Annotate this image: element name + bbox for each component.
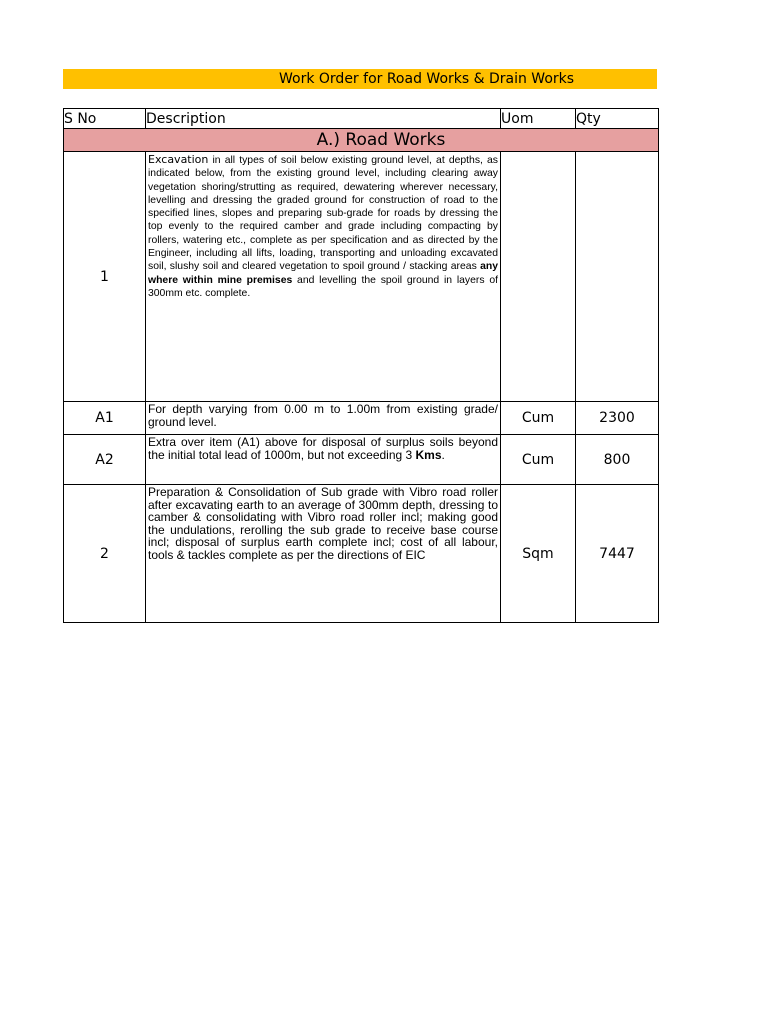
section-title-cell	[64, 129, 659, 152]
qty-cell: 2300	[576, 402, 659, 435]
page-title: Work Order for Road Works & Drain Works	[279, 71, 575, 87]
uom-cell: Cum	[501, 402, 576, 435]
header-uom: Uom	[501, 109, 576, 129]
header-description: Description	[146, 109, 501, 129]
table-row	[64, 485, 659, 623]
sno-cell: 2	[64, 485, 146, 623]
description-cell	[146, 152, 501, 402]
uom-cell	[501, 152, 576, 402]
description-text: in all types of soil below existing ground level, at depths, as indicated below, from the existing ground level, including clearing away vegetation shoring/strutting as required, dewatering wherever necessary, levelling and dressing the graded ground for construction of road to the specified lines, slopes and preparing sub-grade for roads by dressing the top evenly to the required camber and grade including compacting by rollers, watering etc., complete as per specification and as directed by the Engineer, including all lifts, loading, transporting and unloading excavated soil, slushy soil and cleared vegetation to spoil ground / stacking areas	[148, 155, 498, 273]
table-row	[64, 402, 659, 435]
table-row	[64, 435, 659, 485]
description-lead: Excavation	[148, 153, 209, 166]
description-cell: Preparation & Consolidation of Sub grade with Vibro road roller after excavating earth to an average of 300mm depth, dressing to camber & consolidating with Vibro road roller incl; making good the undulations, rerolling the sub grade to receive base course incl; disposal of surplus earth complete incl; cost of all labour, tools & tackles complete as per the directions of EIC	[146, 485, 501, 623]
section-title: A.) Road Works	[316, 130, 446, 150]
qty-cell	[576, 152, 659, 402]
header-sno: S No	[64, 109, 146, 129]
uom-cell: Cum	[501, 435, 576, 485]
qty-cell: 800	[576, 435, 659, 485]
qty-cell: 7447	[576, 485, 659, 623]
description-tail: .	[441, 447, 445, 462]
uom-cell: Sqm	[501, 485, 576, 623]
description-tail: and levelling the spoil ground in layers of 300mm etc. complete.	[148, 274, 498, 299]
description-cell	[146, 435, 501, 485]
sno-cell: 1	[64, 152, 146, 402]
section-row-road-works	[64, 129, 659, 152]
description-text: Extra over item (A1) above for disposal of surplus soils beyond the initial total lead of 1000m, but not exceeding 3	[148, 435, 498, 462]
title-bar	[63, 69, 657, 89]
header-row	[64, 109, 659, 129]
description-bold: any where within mine premises	[148, 261, 498, 286]
header-qty: Qty	[576, 109, 659, 129]
description-cell: For depth varying from 0.00 m to 1.00m from existing grade/ ground level.	[146, 402, 501, 435]
sno-cell: A2	[64, 435, 146, 485]
sno-cell: A1	[64, 402, 146, 435]
table-row	[64, 152, 659, 402]
work-order-table	[63, 108, 659, 623]
description-bold: Kms	[415, 447, 442, 462]
